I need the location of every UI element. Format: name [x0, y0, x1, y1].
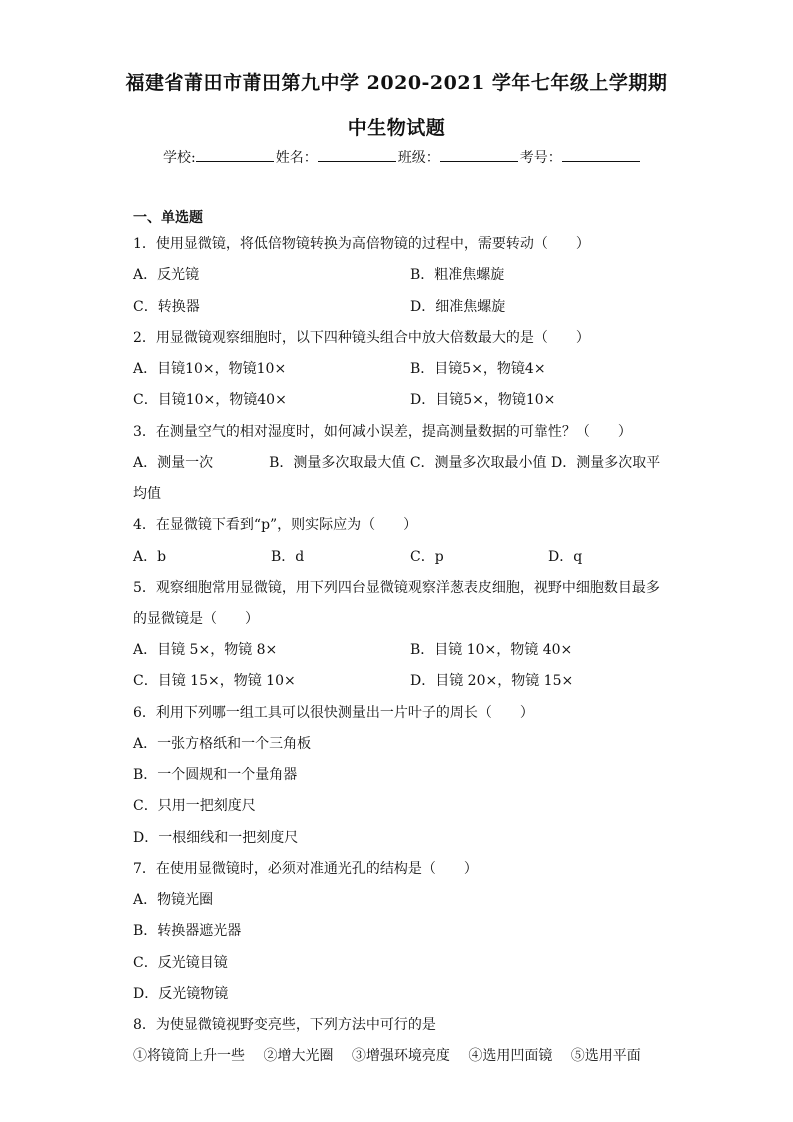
question-3-stem: 3．在测量空气的相对湿度时，如何减小误差，提高测量数据的可靠性？（ ） [133, 424, 632, 440]
question-7-option-b[interactable]: B．转换器遮光器 [133, 923, 242, 939]
question-4-stem: 4．在显微镜下看到“p”，则实际应为（ ） [133, 517, 418, 533]
question-1-option-d[interactable]: D．细准焦螺旋 [410, 299, 506, 315]
question-1-option-a[interactable]: A．反光镜 [133, 267, 200, 283]
question-7-option-c[interactable]: C．反光镜目镜 [133, 955, 228, 971]
question-4-option-c[interactable]: C．p [410, 549, 444, 565]
question-2-stem: 2．用显微镜观察细胞时，以下四种镜头组合中放大倍数最大的是（ ） [133, 330, 590, 346]
section-title: 一、单选题 [133, 210, 203, 226]
number-label: 考号： [519, 150, 562, 166]
question-6-option-d[interactable]: D．一根细线和一把刻度尺 [133, 830, 299, 846]
question-8-stem: 8．为使显微镜视野变亮些，下列方法中可行的是 [133, 1017, 436, 1033]
question-6-option-b[interactable]: B．一个圆规和一个量角器 [133, 767, 298, 783]
question-5-stem: 5．观察细胞常用显微镜，用下列四台显微镜观察洋葱表皮细胞，视野中细胞数目最多 [133, 580, 660, 596]
question-7-stem: 7．在使用显微镜时，必须对准通光孔的结构是（ ） [133, 861, 478, 877]
question-7-option-a[interactable]: A．物镜光圈 [133, 892, 214, 908]
question-7-option-d[interactable]: D．反光镜物镜 [133, 986, 229, 1002]
exam-title-line1: 福建省莆田市莆田第九中学 2020-2021 学年七年级上学期期 [125, 72, 668, 94]
question-1-stem: 1．使用显微镜，将低倍物镜转换为高倍物镜的过程中，需要转动（ ） [133, 236, 590, 252]
question-5-option-a[interactable]: A．目镜 5×，物镜 8× [133, 642, 278, 658]
class-label: 班级： [397, 150, 440, 166]
question-4-option-d[interactable]: D．q [548, 549, 583, 565]
question-2-option-b[interactable]: B．目镜5×，物镜4× [410, 361, 546, 377]
question-2-option-c[interactable]: C．目镜10×，物镜40× [133, 392, 287, 408]
question-6-option-a[interactable]: A．一张方格纸和一个三角板 [133, 736, 312, 752]
name-label: 姓名： [275, 150, 318, 166]
question-5-stem-continued: 的显微镜是（ ） [133, 611, 259, 627]
exam-title-line2: 中生物试题 [347, 117, 446, 139]
question-5-option-c[interactable]: C．目镜 15×，物镜 10× [133, 673, 296, 689]
question-5-option-b[interactable]: B．目镜 10×，物镜 40× [410, 642, 573, 658]
question-5-option-d[interactable]: D．目镜 20×，物镜 15× [410, 673, 574, 689]
question-8-choices[interactable]: ①将镜筒上升一些 ②增大光圈 ③增强环境亮度 ④选用凹面镜 ⑤选用平面 [133, 1048, 641, 1064]
school-blank[interactable] [196, 149, 274, 162]
question-6-stem: 6．利用下列哪一组工具可以很快测量出一片叶子的周长（ ） [133, 705, 534, 721]
question-1-option-b[interactable]: B．粗准焦螺旋 [410, 267, 505, 283]
question-4-option-a[interactable]: A．b [133, 549, 167, 565]
question-1-option-c[interactable]: C．转换器 [133, 299, 200, 315]
question-3-options[interactable]: A．测量一次 B．测量多次取最大值 C．测量多次取最小值 D．测量多次取平 [133, 455, 661, 471]
school-label: 学校: [163, 150, 196, 166]
question-2-option-a[interactable]: A．目镜10×，物镜10× [133, 361, 287, 377]
question-6-option-c[interactable]: C．只用一把刻度尺 [133, 798, 256, 814]
student-info-line [163, 147, 642, 167]
class-blank[interactable] [440, 149, 518, 162]
question-4-option-b[interactable]: B．d [271, 549, 305, 565]
name-blank[interactable] [318, 149, 396, 162]
number-blank[interactable] [562, 149, 640, 162]
question-3-options-continued: 均值 [133, 486, 161, 502]
question-2-option-d[interactable]: D．目镜5×，物镜10× [410, 392, 556, 408]
